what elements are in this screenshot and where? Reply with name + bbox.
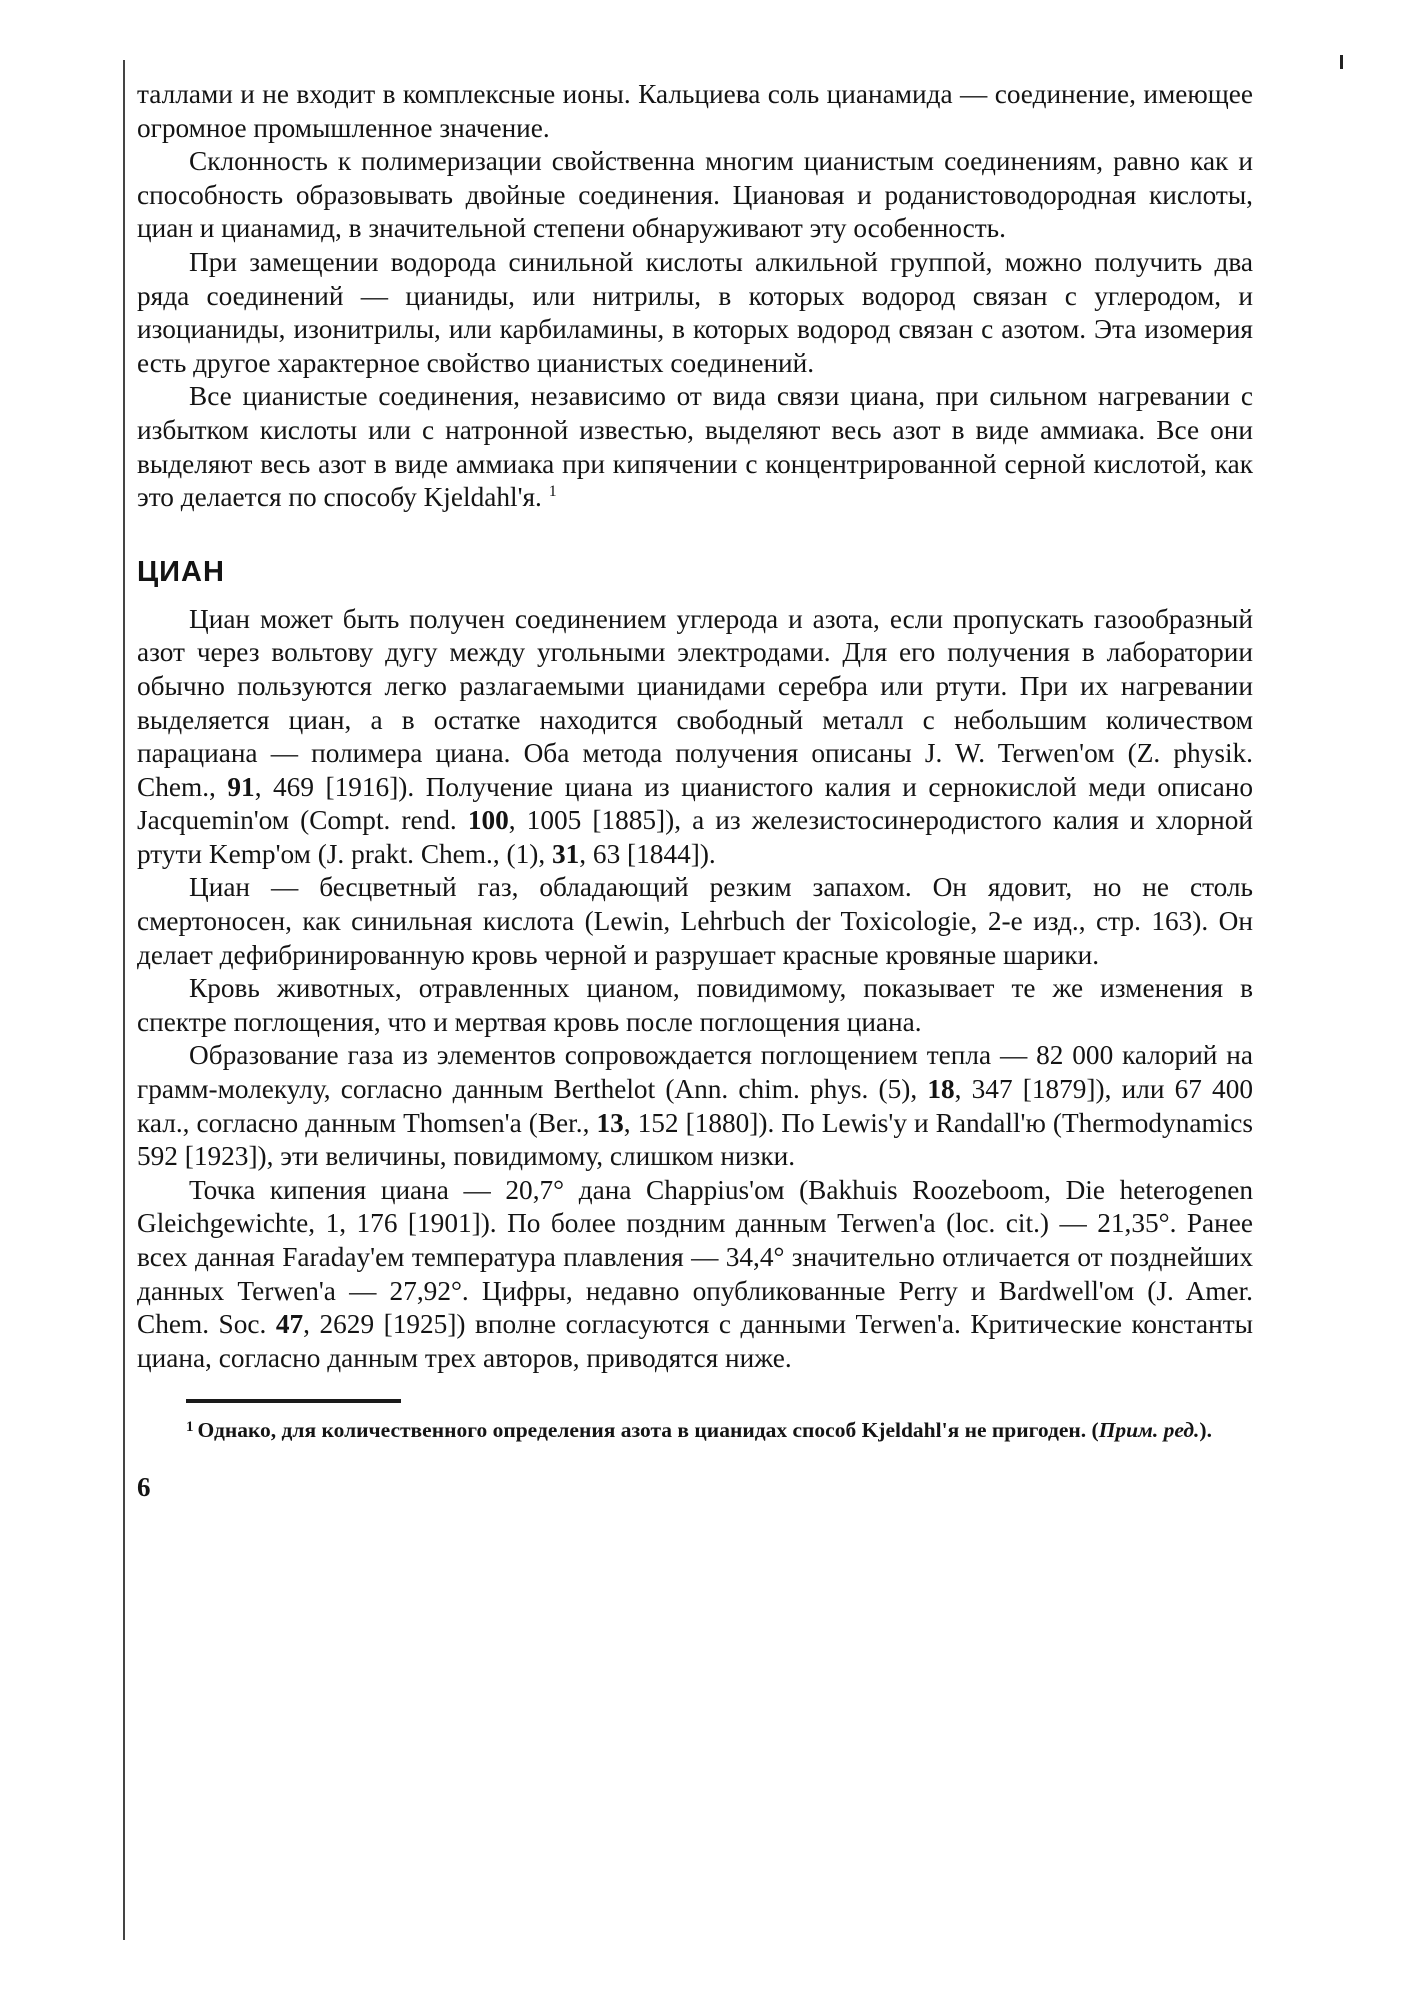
footnote bbox=[137, 1413, 1253, 1444]
intro-p2-text: Склонность к полимеризации свойственна многим цианистым соединениям, равно как и способность образовывать двойные соединения. Циановая и роданистоводородная кислоты, циан и цианамид, в значительной степени обнаруживают эту особенность. bbox=[137, 146, 1253, 244]
edge-mark bbox=[1340, 55, 1343, 69]
margin-rule bbox=[123, 60, 125, 1940]
page-number: 6 bbox=[137, 1472, 151, 1503]
cyan-p4-c: , 347 [1879]), или 67 400 кал., согласно данным Thomsen'а (Ber., bbox=[137, 1074, 1253, 1138]
intro-paragraph-4 bbox=[137, 380, 1253, 514]
cyan-paragraph-4 bbox=[137, 1039, 1253, 1173]
cyan-paragraph-1 bbox=[137, 603, 1253, 872]
cyan-p1-e: , 63 [1844]). bbox=[579, 838, 716, 869]
cyan-paragraph-2 bbox=[137, 871, 1253, 972]
cyan-paragraph-3 bbox=[137, 972, 1253, 1039]
intro-p1-text: таллами и не входит в комплексные ионы. Кальциева соль цианамида — соединение, имеющее огромное промышленное значение. bbox=[137, 79, 1253, 143]
intro-paragraph-1 bbox=[137, 78, 1253, 145]
intro-paragraph-2 bbox=[137, 145, 1253, 246]
cyan-p4-a: Образование газа из элементов сопровождается поглощением тепла — 82 000 калорий на грамм-молекулу, согласно данным Berthelot (Ann. chim. phys. (5), bbox=[137, 1040, 1253, 1105]
cyan-p4-volume-1: 18 bbox=[927, 1074, 955, 1105]
cyan-p5-volume-1: 47 bbox=[275, 1309, 304, 1340]
footnote-text: Однако, для количественного определения азота в цианидах способ Kjeldahl'я не пригоден. ( bbox=[197, 1418, 1099, 1443]
cyan-p5-c: , 2629 [1925]) вполне согласуются с данными Terwen'а. Критические константы циана, согласно данным трех авторов, приводятся ниже. bbox=[137, 1309, 1253, 1373]
cyan-p2-text: Циан — бесцветный газ, обладающий резким запахом. Он ядовит, но не столь смертоносен, как синильная кислота (Lewin, Lehrbuch der Toxicologie, 2-е изд., стр. 163). Он делает дефибринированную кровь черной и разрушает красные кровяные шарики. bbox=[137, 872, 1253, 970]
footnote-marker: 1 bbox=[186, 1419, 194, 1436]
cyan-p1-volume-2: 100 bbox=[467, 805, 509, 836]
footnote-reference[interactable]: 1 bbox=[548, 483, 557, 501]
cyan-paragraph-5 bbox=[137, 1174, 1253, 1376]
cyan-p1-a: Циан может быть получен соединением углерода и азота, если пропускать газообразный азот через вольтову дугу между угольными электродами. Для его получения в лаборатории обычно пользуются легко разлагаемыми цианидами серебра или ртути. При их нагревании выделяется циан, а в остатке находится свободный металл с небольшим количеством парациана — полимера циана. Оба метода получения описаны J. W. Terwen'ом (Z. physik. Chem., bbox=[137, 603, 1253, 802]
intro-p4-text: Все цианистые соединения, независимо от вида связи циана, при сильном нагревании с избытком кислоты или с натронной известью, выделяют весь азот в виде аммиака. Все они выделяют весь азот в виде аммиака при кипячении с концентрированной серной кислотой, как это делается по способу Kjeldahl'я. bbox=[137, 381, 1253, 513]
cyan-p4-volume-2: 13 bbox=[596, 1107, 624, 1138]
cyan-p1-c: , 469 [1916]). Получение циана из цианистого калия и сернокислой меди описано Jacquemin'ом (Compt. rend. bbox=[137, 771, 1254, 836]
intro-p3-text: При замещении водорода синильной кислоты алкильной группой, можно получить два ряда соединений — цианиды, или нитрилы, в которых водород связан с углеродом, и изоцианиды, изонитрилы, или карбиламины, в которых водород связан с азотом. Эта изомерия есть другое характерное свойство цианистых соединений. bbox=[137, 246, 1253, 378]
footnote-rule bbox=[186, 1399, 401, 1403]
cyan-p1-d: , 1005 [1885]), а из железистосинеродистого калия и хлорной ртути Kemp'ом (J. prakt. Chem., (1), bbox=[137, 805, 1254, 869]
cyan-p1-volume-3: 31 bbox=[551, 838, 580, 869]
intro-paragraph-3 bbox=[137, 246, 1253, 380]
cyan-p4-d: , 152 [1880]). По Lewis'у и Randall'ю (Thermodynamics 592 [1923]), эти величины, повидимому, слишком низки. bbox=[137, 1107, 1254, 1172]
footnote-editor-note: Прим. ред. bbox=[1098, 1418, 1200, 1443]
cyan-p1-volume-1: 91 bbox=[227, 771, 255, 802]
cyan-p3-text: Кровь животных, отравленных цианом, повидимому, показывает те же изменения в спектре поглощения, что и мертвая кровь после поглощения циана. bbox=[137, 973, 1253, 1037]
footnote-end: ). bbox=[1199, 1418, 1212, 1443]
section-title: ЦИАН bbox=[137, 555, 225, 588]
cyan-p5-a: Точка кипения циана — 20,7° дана Chappius'ом (Bakhuis Roozeboom, Die heterogenen Gleichgewichte, 1, 176 [1901]). По более поздним данным Terwen'а (loc. cit.) — 21,35°. Ранее всех данная Faraday'ем температура плавления — 34,4° значительно отличается от позднейших данных Terwen'а — 27,92°. Цифры, недавно опубликованные Perry и Bardwell'ом (J. Amer. Chem. Soc. bbox=[137, 1174, 1253, 1340]
page-body bbox=[137, 78, 1253, 1503]
